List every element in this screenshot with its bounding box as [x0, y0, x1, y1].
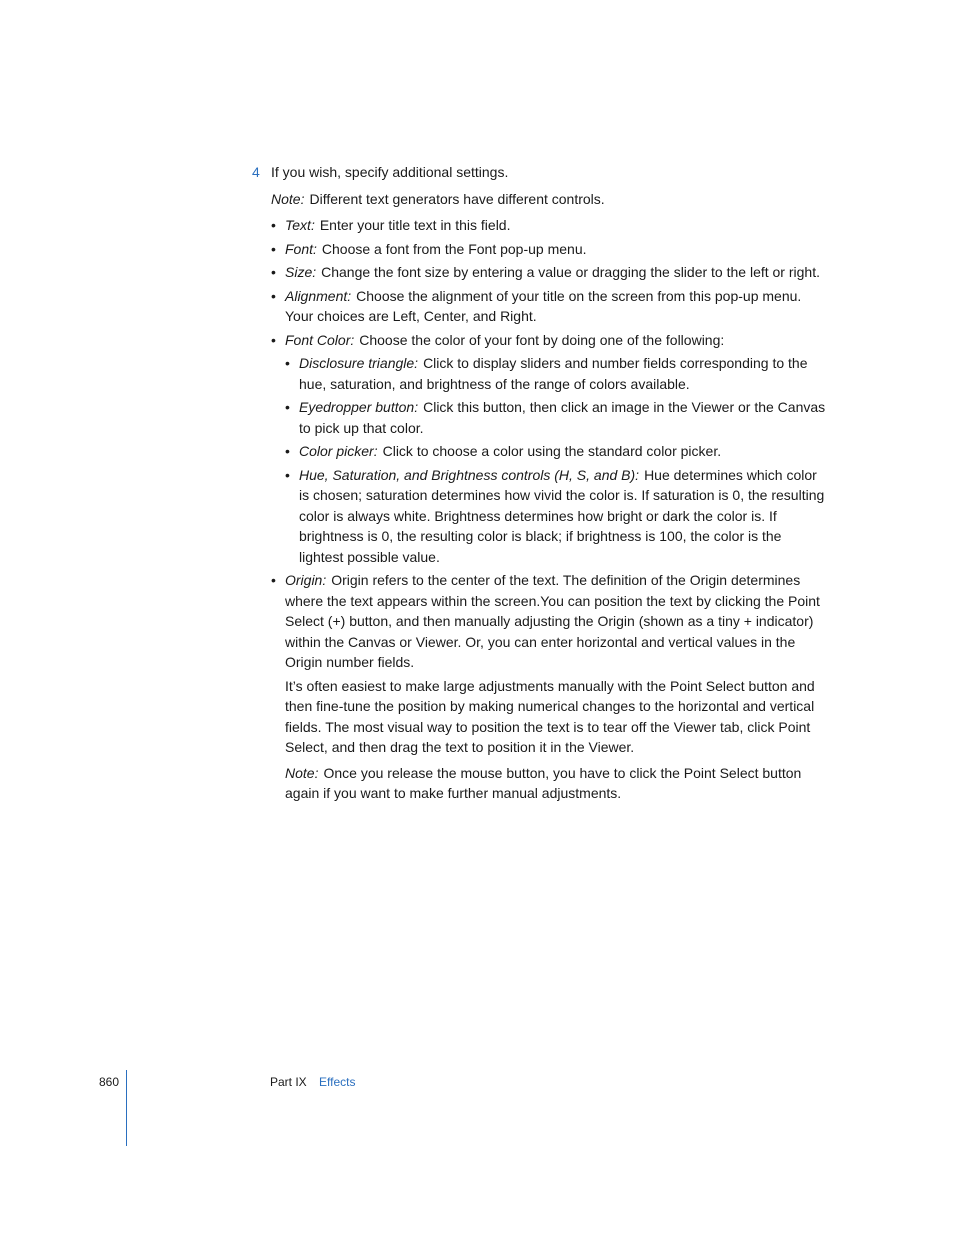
step-text: If you wish, specify additional settings. — [271, 164, 509, 180]
sub-bullet-term: Hue, Saturation, and Brightness controls (H, S, and B): — [299, 466, 640, 483]
footer-section: Effects — [319, 1075, 356, 1089]
sub-bullet-text: Click this button, then click an image in the Viewer or the Canvas to pick up that color. — [299, 399, 826, 436]
footer-divider — [126, 1070, 127, 1146]
list-item-text — [271, 215, 827, 236]
note-label: Note: — [285, 764, 319, 781]
note-generators — [271, 189, 831, 210]
list-item-color-picker — [285, 441, 827, 462]
list-item-hsb-controls — [285, 465, 827, 568]
list-item-origin — [271, 570, 827, 804]
bullet-text: Enter your title text in this field. — [319, 217, 511, 233]
bullet-text: Change the font size by entering a value or dragging the slider to the left or right. — [321, 264, 820, 280]
sub-bullet-term: Color picker: — [299, 443, 378, 459]
sub-bullet-text: Click to choose a color using the standard color picker. — [382, 443, 722, 459]
bullet-term: Font Color: — [285, 331, 355, 348]
bullet-term: Font: — [285, 240, 317, 257]
bullet-term: Size: — [285, 264, 317, 280]
bullet-term: Alignment: — [285, 287, 352, 304]
sub-bullet-term: Eyedropper button: — [299, 399, 419, 415]
sub-bullet-term: Disclosure triangle: — [299, 355, 419, 371]
sub-bullet-text: Click to display sliders and number fields corresponding to the hue, saturation, and brightness of the range of colors available. — [299, 355, 808, 392]
bullet-text: Choose the color of your font by doing one of the following: — [359, 331, 725, 348]
note-label: Note: — [271, 191, 305, 207]
origin-paragraph: It’s often easiest to make large adjustments manually with the Point Select button and then fine-tune the position by making numerical changes to the horizontal and vertical fields. The most visual way to position the text is to tear off the Viewer tab, click Point Select, and then drag the text to position it in the Viewer. — [285, 677, 815, 755]
note-text: Once you release the mouse button, you have to click the Point Select button again if you want to make further manual adjustments. — [285, 764, 802, 801]
list-item-font-color — [271, 330, 827, 568]
bullet-text: Choose a font from the Font pop-up menu. — [321, 240, 587, 257]
list-item-disclosure-triangle — [285, 353, 827, 394]
list-item-eyedropper — [285, 397, 827, 438]
bullet-term: Text: — [285, 217, 315, 233]
font-color-options — [285, 353, 827, 567]
list-item-font — [271, 239, 827, 260]
footer-part: Part IX — [270, 1075, 307, 1089]
sub-bullet-text: Hue determines which color is chosen; saturation determines how vivid the color is. If saturation is 0, the resulting color is always white. Brightness determines how bright or dark the color is. If brightness is 0, the resulting color is black; if brightness is 100, the color is the lightest possible value. — [299, 466, 825, 565]
bullet-text: Origin refers to the center of the text. The definition of the Origin determines where the text appears within the screen.You can position the text by clicking the Point Select (+) button, and then manually adjusting the Origin (shown as a tiny + indicator) within the Canvas or Viewer. Or, you can enter horizontal and vertical values in the Origin number fields. — [285, 572, 820, 670]
origin-note — [285, 763, 827, 804]
page-number: 860 — [99, 1075, 120, 1089]
bullet-text: Choose the alignment of your title on the screen from this pop-up menu. Your choices are Left, Center, and Right. — [285, 287, 802, 324]
list-item-alignment — [271, 286, 827, 327]
note-text: Different text generators have different controls. — [309, 191, 605, 207]
list-item-size — [271, 262, 827, 283]
bullet-term: Origin: — [285, 572, 327, 588]
settings-list — [271, 215, 827, 807]
step-number: 4 — [252, 164, 260, 180]
